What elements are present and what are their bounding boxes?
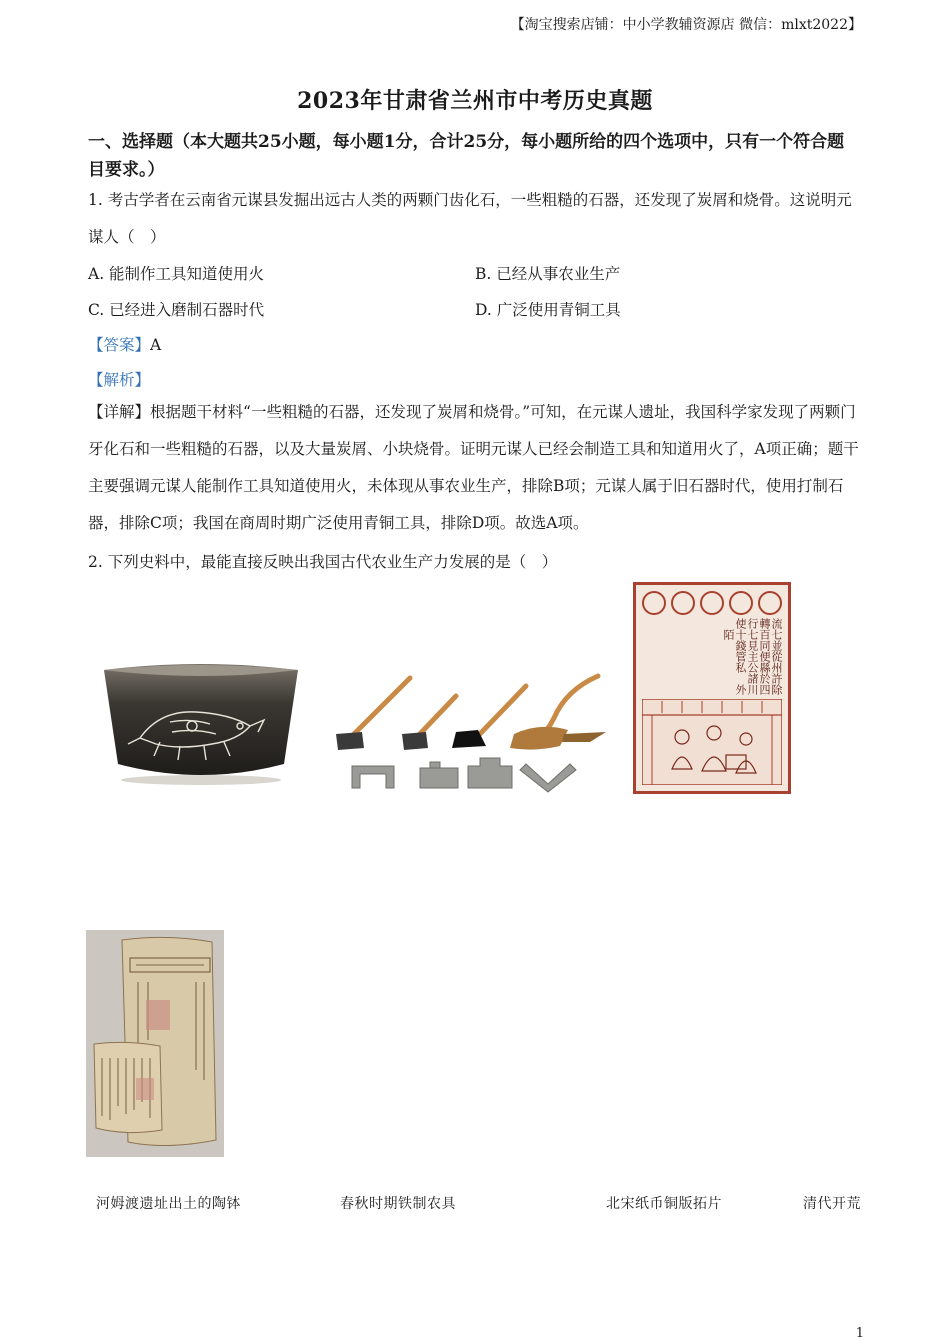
q1-answer-line [88, 333, 161, 355]
detail-text: 根据题干材料“一些粗糙的石器，还发现了炭屑和烧骨。”可知，在元谋人遗址，我国科学家发现了两颗门牙化石和一些粗糙的石器，以及大量炭屑、小块烧骨。证明元谋人已经会制造工具和知道用火了，A项正确；题干主要强调元谋人能制作工具知道使用火，未体现从事农业生产，排除B项；元谋人属于旧石器时代，使用打制石器，排除C项；我国在商周时期广泛使用青铜工具，排除D项。故选A项。 [88, 403, 859, 532]
banknote-text: 流轉行使 [734, 618, 783, 629]
header-note: 【淘宝搜索店铺：中小学教辅资源店 微信：mlxt2022】 [510, 17, 862, 33]
q1-option-c: C. 已经进入磨制石器时代 [88, 301, 265, 319]
coin-icon [642, 591, 666, 615]
banknote-text: 七百七十陌 [722, 629, 783, 640]
answer-tag: 【答案】 [88, 336, 151, 354]
page-title: 2023年甘肃省兰州市中考历史真题 [297, 88, 653, 114]
q1-option-a: A. 能制作工具知道使用火 [88, 265, 265, 283]
banknote-text: 除四川外 [734, 684, 783, 695]
q1-stem: 1. 考古学者在云南省元谋县发掘出远古人类的两颗门齿化石，一些粗糙的石器，还发现了炭屑和烧骨。这说明元谋人（ ） [88, 191, 852, 246]
caption-iron-tools: 春秋时期铁制农具 [340, 1196, 456, 1212]
banknote-text: 從便主管 [734, 651, 783, 662]
coin-icon [729, 591, 753, 615]
q1-option-b: B. 已经从事农业生产 [475, 265, 621, 283]
q1-detail [88, 394, 860, 542]
banknote-rubbing-image [633, 582, 791, 794]
coin-icon [758, 591, 782, 615]
pottery-bowl-image [100, 660, 302, 786]
detail-tag: 【详解】 [88, 403, 151, 421]
warehouse-scene-illustration [642, 699, 782, 785]
coin-row [642, 591, 782, 617]
banknote-text: 並同見錢 [734, 640, 783, 651]
q1-option-d: D. 广泛使用青铜工具 [475, 301, 621, 319]
caption-pottery-bowl: 河姆渡遗址出土的陶钵 [96, 1196, 241, 1212]
q2-stem: 2. 下列史料中，最能直接反映出我国古代农业生产力发展的是（ ） [88, 553, 558, 571]
banknote-text: 許於諸 [746, 673, 783, 684]
analysis-tag: 【解析】 [88, 371, 151, 389]
banknote-text: 州縣公私 [734, 662, 783, 673]
iron-farm-tools-image [328, 668, 618, 794]
coin-icon [671, 591, 695, 615]
coin-icon [700, 591, 724, 615]
caption-land-reclamation: 清代开荒 [803, 1196, 861, 1212]
answer-value: A [150, 336, 162, 354]
caption-banknote: 北宋纸币铜版拓片 [606, 1196, 722, 1212]
qing-land-reclamation-image [86, 930, 224, 1157]
section-heading: 一、选择题（本大题共25小题，每小题1分，合计25分，每小题所给的四个选项中，只有一个符合题目要求。） [88, 132, 845, 180]
banknote-text-columns [642, 618, 783, 695]
page-number: 1 [855, 1326, 864, 1341]
